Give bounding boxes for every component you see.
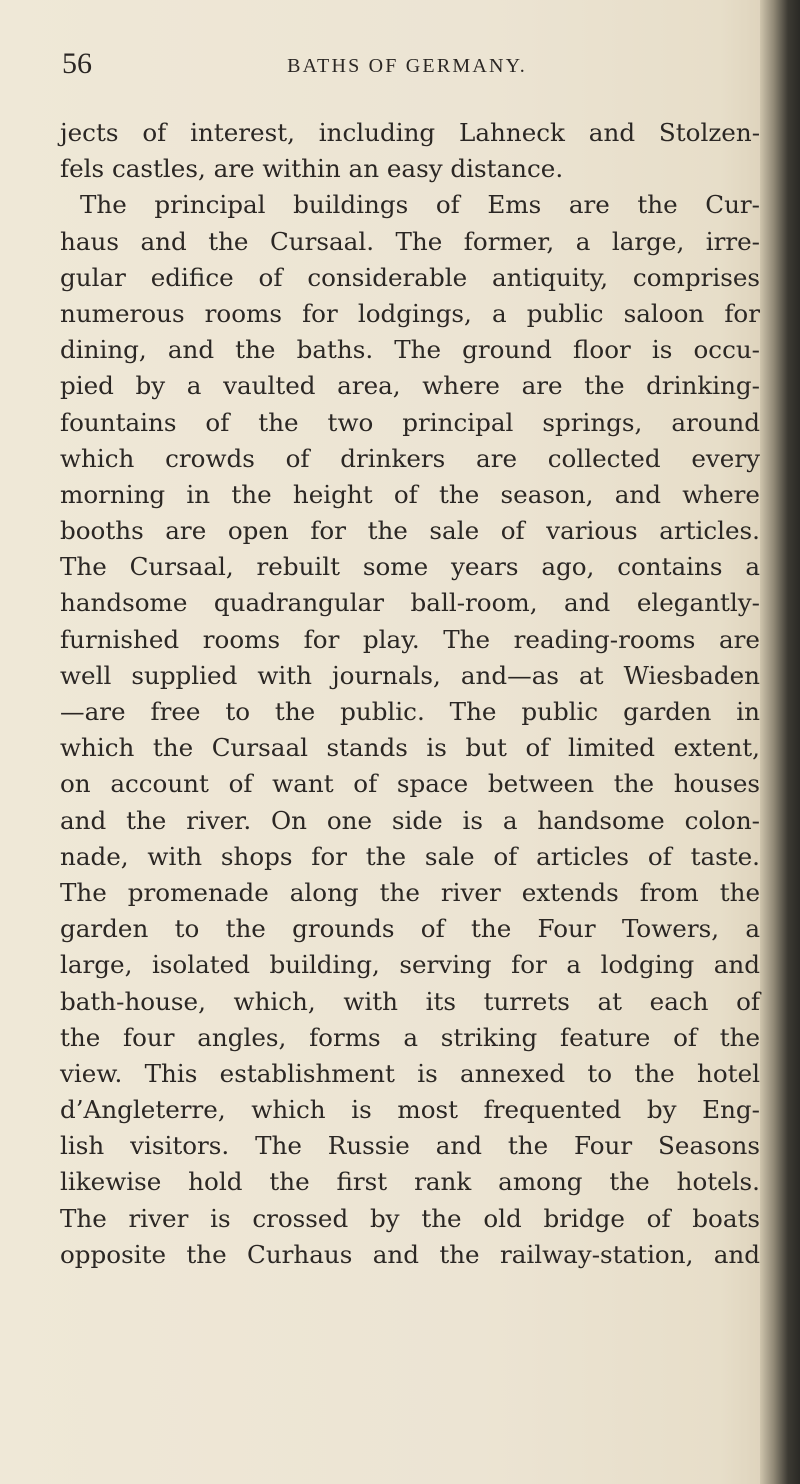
text-line: booths are open for the sale of various articles. xyxy=(60,516,760,546)
text-line: the four angles, forms a striking feature of the xyxy=(60,1022,760,1052)
text-line: garden to the grounds of the Four Towers, a xyxy=(60,914,760,944)
text-line: opposite the Curhaus and the railway-station, and xyxy=(60,1239,760,1269)
body-text xyxy=(60,115,760,1273)
text-line: and the river. On one side is a handsome colon- xyxy=(60,805,760,835)
text-line: bath-house, which, with its turrets at each of xyxy=(60,986,760,1016)
text-line: jects of interest, including Lahneck and Stolzen- xyxy=(60,118,760,147)
text-line: lish visitors. The Russie and the Four Seasons xyxy=(60,1131,760,1161)
text-line: pied by a vaulted area, where are the drinking- xyxy=(60,371,760,401)
text-line: nade, with shops for the sale of articles of taste. xyxy=(60,841,760,871)
text-line: —are free to the public. The public garden in xyxy=(60,697,760,726)
text-line: morning in the height of the season, and where xyxy=(60,479,760,509)
text-line: The promenade along the river extends from the xyxy=(60,877,760,907)
text-line: numerous rooms for lodgings, a public saloon for xyxy=(60,298,760,328)
text-line: fountains of the two principal springs, around xyxy=(60,407,760,437)
text-line: large, isolated building, serving for a lodging and xyxy=(60,950,760,980)
text-line: well supplied with journals, and—as at Wiesbaden xyxy=(60,660,760,690)
text-line: which crowds of drinkers are collected every xyxy=(60,443,760,473)
text-line: gular edifice of considerable antiquity, comprises xyxy=(60,262,760,292)
text-line: furnished rooms for play. The reading-rooms are xyxy=(60,624,760,654)
page-header xyxy=(62,44,752,84)
text-line: view. This establishment is annexed to the hotel xyxy=(60,1058,760,1088)
text-line: The river is crossed by the old bridge of boats xyxy=(60,1203,760,1233)
text-line: d’Angleterre, which is most frequented by Eng- xyxy=(60,1095,760,1125)
page-number: 56 xyxy=(62,47,92,80)
text-line: fels castles, are within an easy distance. xyxy=(60,154,564,184)
text-line: on account of want of space between the houses xyxy=(60,769,760,799)
text-line: handsome quadrangular ball-room, and elegantly- xyxy=(60,588,760,618)
text-line: The Cursaal, rebuilt some years ago, contains a xyxy=(60,552,760,582)
page-binding-edge xyxy=(760,0,800,1484)
text-line: which the Cursaal stands is but of limited extent, xyxy=(60,733,760,763)
text-line: The principal buildings of Ems are the Cur- xyxy=(80,190,760,220)
text-line: haus and the Cursaal. The former, a large, irre- xyxy=(60,226,760,256)
text-line: likewise hold the first rank among the hotels. xyxy=(60,1167,760,1197)
text-line: dining, and the baths. The ground floor is occu- xyxy=(60,335,760,365)
running-head: BATHS OF GERMANY. xyxy=(287,55,527,77)
